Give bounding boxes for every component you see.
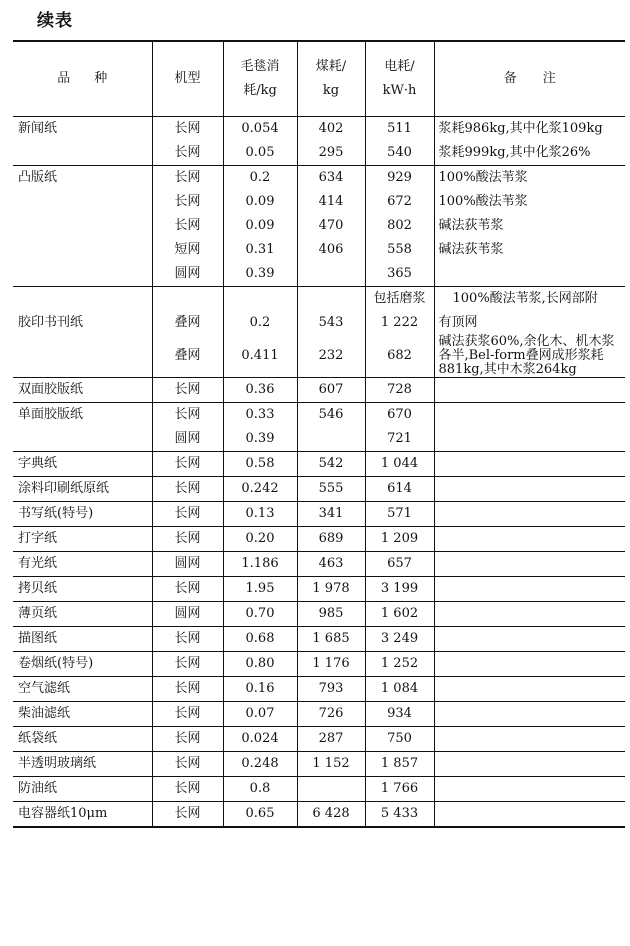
header-wool bbox=[223, 41, 297, 117]
cell-name: 柴油滤纸 bbox=[13, 702, 152, 727]
header-name: 品种 bbox=[13, 41, 152, 117]
cell-note bbox=[434, 427, 625, 452]
cell-machine: 长网 bbox=[152, 727, 223, 752]
cell-wool: 0.09 bbox=[223, 214, 297, 238]
cell-name: 空气滤纸 bbox=[13, 677, 152, 702]
cell-note: 100%酸法苇浆,长网部附 bbox=[434, 287, 625, 312]
cell-elec: 1 084 bbox=[365, 677, 434, 702]
cell-machine: 长网 bbox=[152, 652, 223, 677]
cell-machine: 长网 bbox=[152, 477, 223, 502]
header-wool-line2: 耗/kg bbox=[243, 83, 277, 98]
cell-coal bbox=[297, 777, 365, 802]
cell-note bbox=[434, 378, 625, 403]
cell-name: 防油纸 bbox=[13, 777, 152, 802]
cell-coal: 341 bbox=[297, 502, 365, 527]
table-row bbox=[13, 602, 625, 627]
cell-machine: 短网 bbox=[152, 238, 223, 262]
cell-elec: 1 766 bbox=[365, 777, 434, 802]
header-elec-line1: 电耗/ bbox=[384, 59, 415, 74]
cell-wool: 0.8 bbox=[223, 777, 297, 802]
cell-note bbox=[434, 502, 625, 527]
cell-note bbox=[434, 677, 625, 702]
cell-machine: 长网 bbox=[152, 214, 223, 238]
cell-elec: 1 222 bbox=[365, 311, 434, 335]
table-row bbox=[13, 287, 625, 312]
table-row bbox=[13, 141, 625, 166]
cell-coal: 1 176 bbox=[297, 652, 365, 677]
cell-note bbox=[434, 777, 625, 802]
header-coal-line2: kg bbox=[322, 83, 340, 98]
cell-name: 书写纸(特号) bbox=[13, 502, 152, 527]
cell-machine: 圆网 bbox=[152, 427, 223, 452]
cell-name bbox=[13, 141, 152, 166]
cell-elec: 5 433 bbox=[365, 802, 434, 828]
cell-name bbox=[13, 190, 152, 214]
cell-note: 有顶网 bbox=[434, 311, 625, 335]
table-row bbox=[13, 627, 625, 652]
cell-wool: 0.80 bbox=[223, 652, 297, 677]
cell-wool: 1.95 bbox=[223, 577, 297, 602]
cell-machine: 长网 bbox=[152, 677, 223, 702]
cell-elec: 670 bbox=[365, 403, 434, 428]
header-elec bbox=[365, 41, 434, 117]
cell-machine: 长网 bbox=[152, 166, 223, 191]
cell-wool: 0.242 bbox=[223, 477, 297, 502]
cell-elec: 540 bbox=[365, 141, 434, 166]
cell-machine: 长网 bbox=[152, 577, 223, 602]
cell-wool: 0.68 bbox=[223, 627, 297, 652]
table-row bbox=[13, 652, 625, 677]
table-row bbox=[13, 802, 625, 828]
cell-name: 凸版纸 bbox=[13, 166, 152, 191]
cell-elec: 1 044 bbox=[365, 452, 434, 477]
cell-note bbox=[434, 752, 625, 777]
cell-elec: 672 bbox=[365, 190, 434, 214]
header-note: 备注 bbox=[434, 41, 625, 117]
cell-coal: 634 bbox=[297, 166, 365, 191]
cell-coal: 607 bbox=[297, 378, 365, 403]
cell-note bbox=[434, 577, 625, 602]
table-row bbox=[13, 527, 625, 552]
cell-note: 浆耗986kg,其中化浆109kg bbox=[434, 117, 625, 142]
cell-name bbox=[13, 214, 152, 238]
cell-wool: 0.248 bbox=[223, 752, 297, 777]
cell-wool: 0.36 bbox=[223, 378, 297, 403]
cell-elec: 365 bbox=[365, 262, 434, 287]
cell-coal: 470 bbox=[297, 214, 365, 238]
cell-coal: 546 bbox=[297, 403, 365, 428]
cell-coal: 793 bbox=[297, 677, 365, 702]
cell-coal: 555 bbox=[297, 477, 365, 502]
cell-elec: 802 bbox=[365, 214, 434, 238]
cell-machine: 长网 bbox=[152, 378, 223, 403]
table-row bbox=[13, 702, 625, 727]
cell-machine: 长网 bbox=[152, 117, 223, 142]
cell-wool: 0.05 bbox=[223, 141, 297, 166]
cell-wool: 0.07 bbox=[223, 702, 297, 727]
cell-wool: 0.024 bbox=[223, 727, 297, 752]
cell-elec: 511 bbox=[365, 117, 434, 142]
cell-coal: 985 bbox=[297, 602, 365, 627]
cell-machine: 长网 bbox=[152, 452, 223, 477]
cell-coal: 295 bbox=[297, 141, 365, 166]
cell-note: 100%酸法苇浆 bbox=[434, 166, 625, 191]
cell-coal: 232 bbox=[297, 335, 365, 378]
cell-wool: 0.054 bbox=[223, 117, 297, 142]
cell-wool: 0.39 bbox=[223, 427, 297, 452]
table-row bbox=[13, 577, 625, 602]
cell-note bbox=[434, 477, 625, 502]
cell-elec: 1 857 bbox=[365, 752, 434, 777]
cell-wool: 0.70 bbox=[223, 602, 297, 627]
header-row bbox=[13, 41, 625, 117]
cell-name: 新闻纸 bbox=[13, 117, 152, 142]
cell-elec: 558 bbox=[365, 238, 434, 262]
cell-coal: 726 bbox=[297, 702, 365, 727]
cell-wool: 0.39 bbox=[223, 262, 297, 287]
cell-wool: 0.58 bbox=[223, 452, 297, 477]
cell-name: 描图纸 bbox=[13, 627, 152, 652]
cell-elec: 3 249 bbox=[365, 627, 434, 652]
cell-note bbox=[434, 802, 625, 828]
header-wool-line1: 毛毯消 bbox=[240, 59, 280, 74]
cell-wool: 0.2 bbox=[223, 311, 297, 335]
cell-note bbox=[434, 262, 625, 287]
cell-machine: 长网 bbox=[152, 752, 223, 777]
cell-elec: 1 209 bbox=[365, 527, 434, 552]
cell-name: 半透明玻璃纸 bbox=[13, 752, 152, 777]
cell-coal bbox=[297, 427, 365, 452]
cell-wool bbox=[223, 287, 297, 312]
cell-name: 卷烟纸(特号) bbox=[13, 652, 152, 677]
cell-elec: 728 bbox=[365, 378, 434, 403]
table-row bbox=[13, 403, 625, 428]
cell-elec: 929 bbox=[365, 166, 434, 191]
data-table bbox=[13, 40, 625, 828]
table-body bbox=[13, 117, 625, 828]
cell-coal: 414 bbox=[297, 190, 365, 214]
table-row bbox=[13, 190, 625, 214]
cell-machine: 叠网 bbox=[152, 335, 223, 378]
table-row bbox=[13, 752, 625, 777]
cell-note: 浆耗999kg,其中化浆26% bbox=[434, 141, 625, 166]
cell-wool: 0.411 bbox=[223, 335, 297, 378]
cell-machine: 长网 bbox=[152, 403, 223, 428]
cell-coal: 1 978 bbox=[297, 577, 365, 602]
cell-note bbox=[434, 727, 625, 752]
cell-note: 碱法获浆60%,余化木、机木浆各半,Bel-form叠网成形浆耗881kg,其中木浆264kg bbox=[434, 335, 625, 378]
cell-machine: 长网 bbox=[152, 627, 223, 652]
cell-name: 有光纸 bbox=[13, 552, 152, 577]
cell-note bbox=[434, 602, 625, 627]
cell-machine: 长网 bbox=[152, 702, 223, 727]
cell-name bbox=[13, 427, 152, 452]
cell-machine: 圆网 bbox=[152, 262, 223, 287]
cell-elec: 614 bbox=[365, 477, 434, 502]
cell-name: 纸袋纸 bbox=[13, 727, 152, 752]
cell-name: 单面胶版纸 bbox=[13, 403, 152, 428]
cell-elec: 包括磨浆 bbox=[365, 287, 434, 312]
cell-elec: 750 bbox=[365, 727, 434, 752]
cell-machine: 长网 bbox=[152, 527, 223, 552]
cell-coal bbox=[297, 287, 365, 312]
cell-machine: 长网 bbox=[152, 141, 223, 166]
cell-machine: 长网 bbox=[152, 777, 223, 802]
cell-elec: 934 bbox=[365, 702, 434, 727]
cell-name: 字典纸 bbox=[13, 452, 152, 477]
cell-wool: 0.33 bbox=[223, 403, 297, 428]
cell-note: 碱法荻苇浆 bbox=[434, 214, 625, 238]
cell-note: 100%酸法苇浆 bbox=[434, 190, 625, 214]
cell-elec: 571 bbox=[365, 502, 434, 527]
cell-name bbox=[13, 335, 152, 378]
cell-coal bbox=[297, 262, 365, 287]
cell-elec: 1 602 bbox=[365, 602, 434, 627]
cell-name: 双面胶版纸 bbox=[13, 378, 152, 403]
table-row bbox=[13, 238, 625, 262]
cell-name: 拷贝纸 bbox=[13, 577, 152, 602]
cell-coal: 6 428 bbox=[297, 802, 365, 828]
cell-name: 薄页纸 bbox=[13, 602, 152, 627]
cell-coal: 1 152 bbox=[297, 752, 365, 777]
header-coal bbox=[297, 41, 365, 117]
cell-name bbox=[13, 287, 152, 312]
cell-coal: 1 685 bbox=[297, 627, 365, 652]
cell-note bbox=[434, 627, 625, 652]
cell-machine bbox=[152, 287, 223, 312]
table-row bbox=[13, 552, 625, 577]
table-row bbox=[13, 166, 625, 191]
table-row bbox=[13, 502, 625, 527]
cell-note bbox=[434, 652, 625, 677]
cell-machine: 叠网 bbox=[152, 311, 223, 335]
cell-machine: 圆网 bbox=[152, 602, 223, 627]
cell-wool: 0.20 bbox=[223, 527, 297, 552]
cell-machine: 圆网 bbox=[152, 552, 223, 577]
table-row bbox=[13, 427, 625, 452]
cell-coal: 406 bbox=[297, 238, 365, 262]
table-row bbox=[13, 214, 625, 238]
cell-machine: 长网 bbox=[152, 502, 223, 527]
cell-elec: 657 bbox=[365, 552, 434, 577]
cell-name: 电容器纸10μm bbox=[13, 802, 152, 828]
cell-coal: 542 bbox=[297, 452, 365, 477]
cell-elec: 721 bbox=[365, 427, 434, 452]
cell-name: 涂料印刷纸原纸 bbox=[13, 477, 152, 502]
cell-coal: 543 bbox=[297, 311, 365, 335]
cell-wool: 0.16 bbox=[223, 677, 297, 702]
cell-coal: 463 bbox=[297, 552, 365, 577]
cell-wool: 0.09 bbox=[223, 190, 297, 214]
cell-name bbox=[13, 238, 152, 262]
cell-elec: 682 bbox=[365, 335, 434, 378]
header-coal-line1: 煤耗/ bbox=[315, 59, 347, 74]
table-row bbox=[13, 777, 625, 802]
cell-wool: 0.2 bbox=[223, 166, 297, 191]
cell-wool: 0.65 bbox=[223, 802, 297, 828]
table-row bbox=[13, 311, 625, 335]
cell-wool: 0.13 bbox=[223, 502, 297, 527]
table-row bbox=[13, 452, 625, 477]
cell-wool: 0.31 bbox=[223, 238, 297, 262]
cell-note bbox=[434, 552, 625, 577]
header-elec-line2: kW·h bbox=[382, 83, 417, 98]
table-row bbox=[13, 262, 625, 287]
table-row bbox=[13, 335, 625, 378]
table-row bbox=[13, 677, 625, 702]
table-row bbox=[13, 117, 625, 142]
cell-coal: 689 bbox=[297, 527, 365, 552]
cell-coal: 402 bbox=[297, 117, 365, 142]
cell-name: 打字纸 bbox=[13, 527, 152, 552]
cell-note bbox=[434, 452, 625, 477]
table-caption: 续表 bbox=[37, 11, 73, 31]
cell-note bbox=[434, 702, 625, 727]
cell-name bbox=[13, 262, 152, 287]
cell-elec: 1 252 bbox=[365, 652, 434, 677]
cell-wool: 1.186 bbox=[223, 552, 297, 577]
cell-note: 碱法荻苇浆 bbox=[434, 238, 625, 262]
cell-machine: 长网 bbox=[152, 190, 223, 214]
header-machine: 机型 bbox=[152, 41, 223, 117]
cell-note bbox=[434, 403, 625, 428]
table-row bbox=[13, 727, 625, 752]
cell-note bbox=[434, 527, 625, 552]
cell-machine: 长网 bbox=[152, 802, 223, 828]
cell-coal: 287 bbox=[297, 727, 365, 752]
table-row bbox=[13, 378, 625, 403]
cell-elec: 3 199 bbox=[365, 577, 434, 602]
table-row bbox=[13, 477, 625, 502]
cell-name: 胶印书刊纸 bbox=[13, 311, 152, 335]
